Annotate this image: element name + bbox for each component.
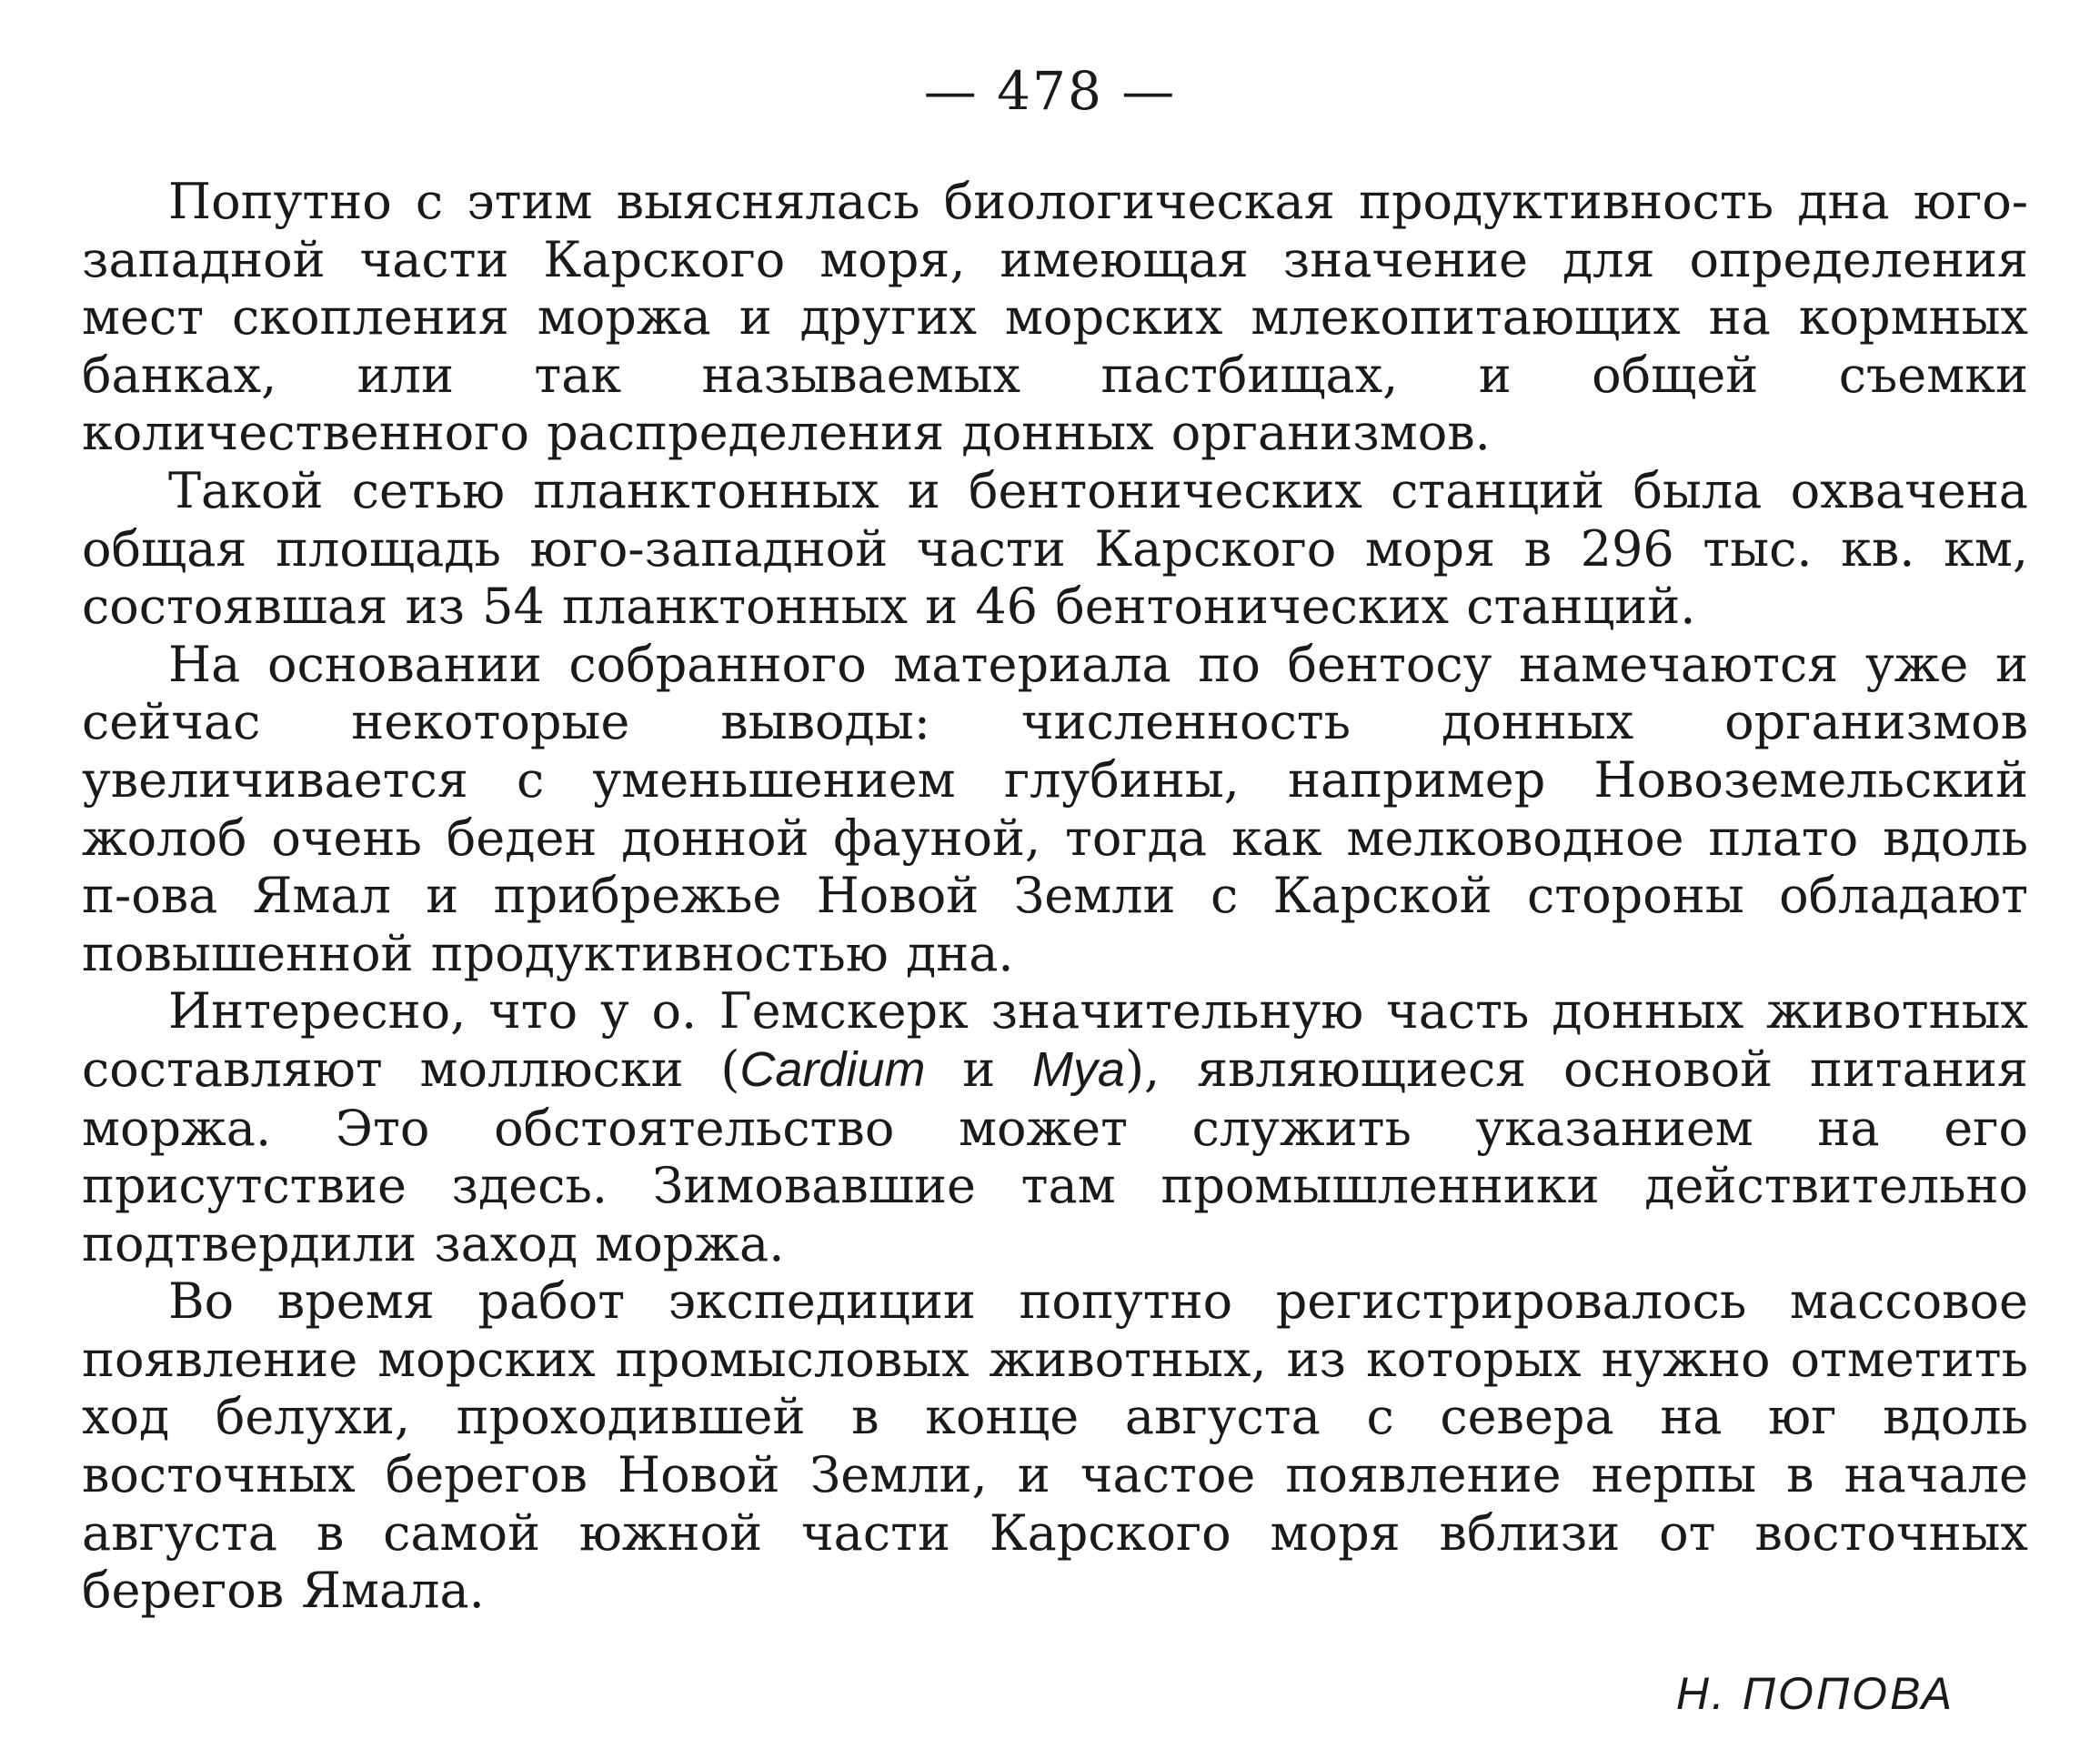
article-body: [82, 173, 2028, 1620]
paragraph-4: [82, 982, 2028, 1272]
paragraph-3: На основании собранного материала по бентосу намечаются уже и сейчас некоторые выводы: численность донных организмов увеличивается с уменьшением глубины, например Новоземельский жолоб очень беден донной фауной, тогда как мелководное плато вдоль п-ова Ямал и прибрежье Новой Земли с Карской стороны обладают повышенной продуктивностью дна.: [82, 635, 2028, 982]
paragraph-4-text-middle: и: [925, 1040, 1032, 1098]
paragraph-4-text-before: Интересно, что у о. Гемскерк значительную часть донных животных составляют моллюски (: [82, 982, 2028, 1098]
author-signature: Н. ПОПОВА: [1675, 1668, 1954, 1719]
genus-cardium: Cardium: [739, 1041, 926, 1097]
paragraph-4-text-after: ), являющиеся основой питания моржа. Это обстоятельство может служить указанием на его присутствие здесь. Зимовавшие там промышленники действительно подтвердили заход моржа.: [82, 1040, 2028, 1272]
genus-mya: Mya: [1031, 1041, 1125, 1097]
paragraph-1: Попутно с этим выяснялась биологическая продуктивность дна юго-западной части Карского моря, имеющая значение для определения мест скопления моржа и других морских млекопитающих на кормных банках, или так называемых пастбищах, и общей съемки количественного распределения донных организмов.: [82, 173, 2028, 462]
paragraph-5: Во время работ экспедиции попутно регистрировалось массовое появление морских промысловых животных, из которых нужно отметить ход белухи, проходившей в конце августа с севера на юг вдоль восточных берегов Новой Земли, и частое появление нерпы в начале августа в самой южной части Карского моря вблизи от восточных берегов Ямала.: [82, 1272, 2028, 1620]
paragraph-2: Такой сетью планктонных и бентонических станций была охвачена общая площадь юго-западной части Карского моря в 296 тыс. кв. км, состоявшая из 54 планктонных и 46 бентонических станций.: [82, 461, 2028, 636]
page-number: — 478 —: [923, 60, 1177, 122]
